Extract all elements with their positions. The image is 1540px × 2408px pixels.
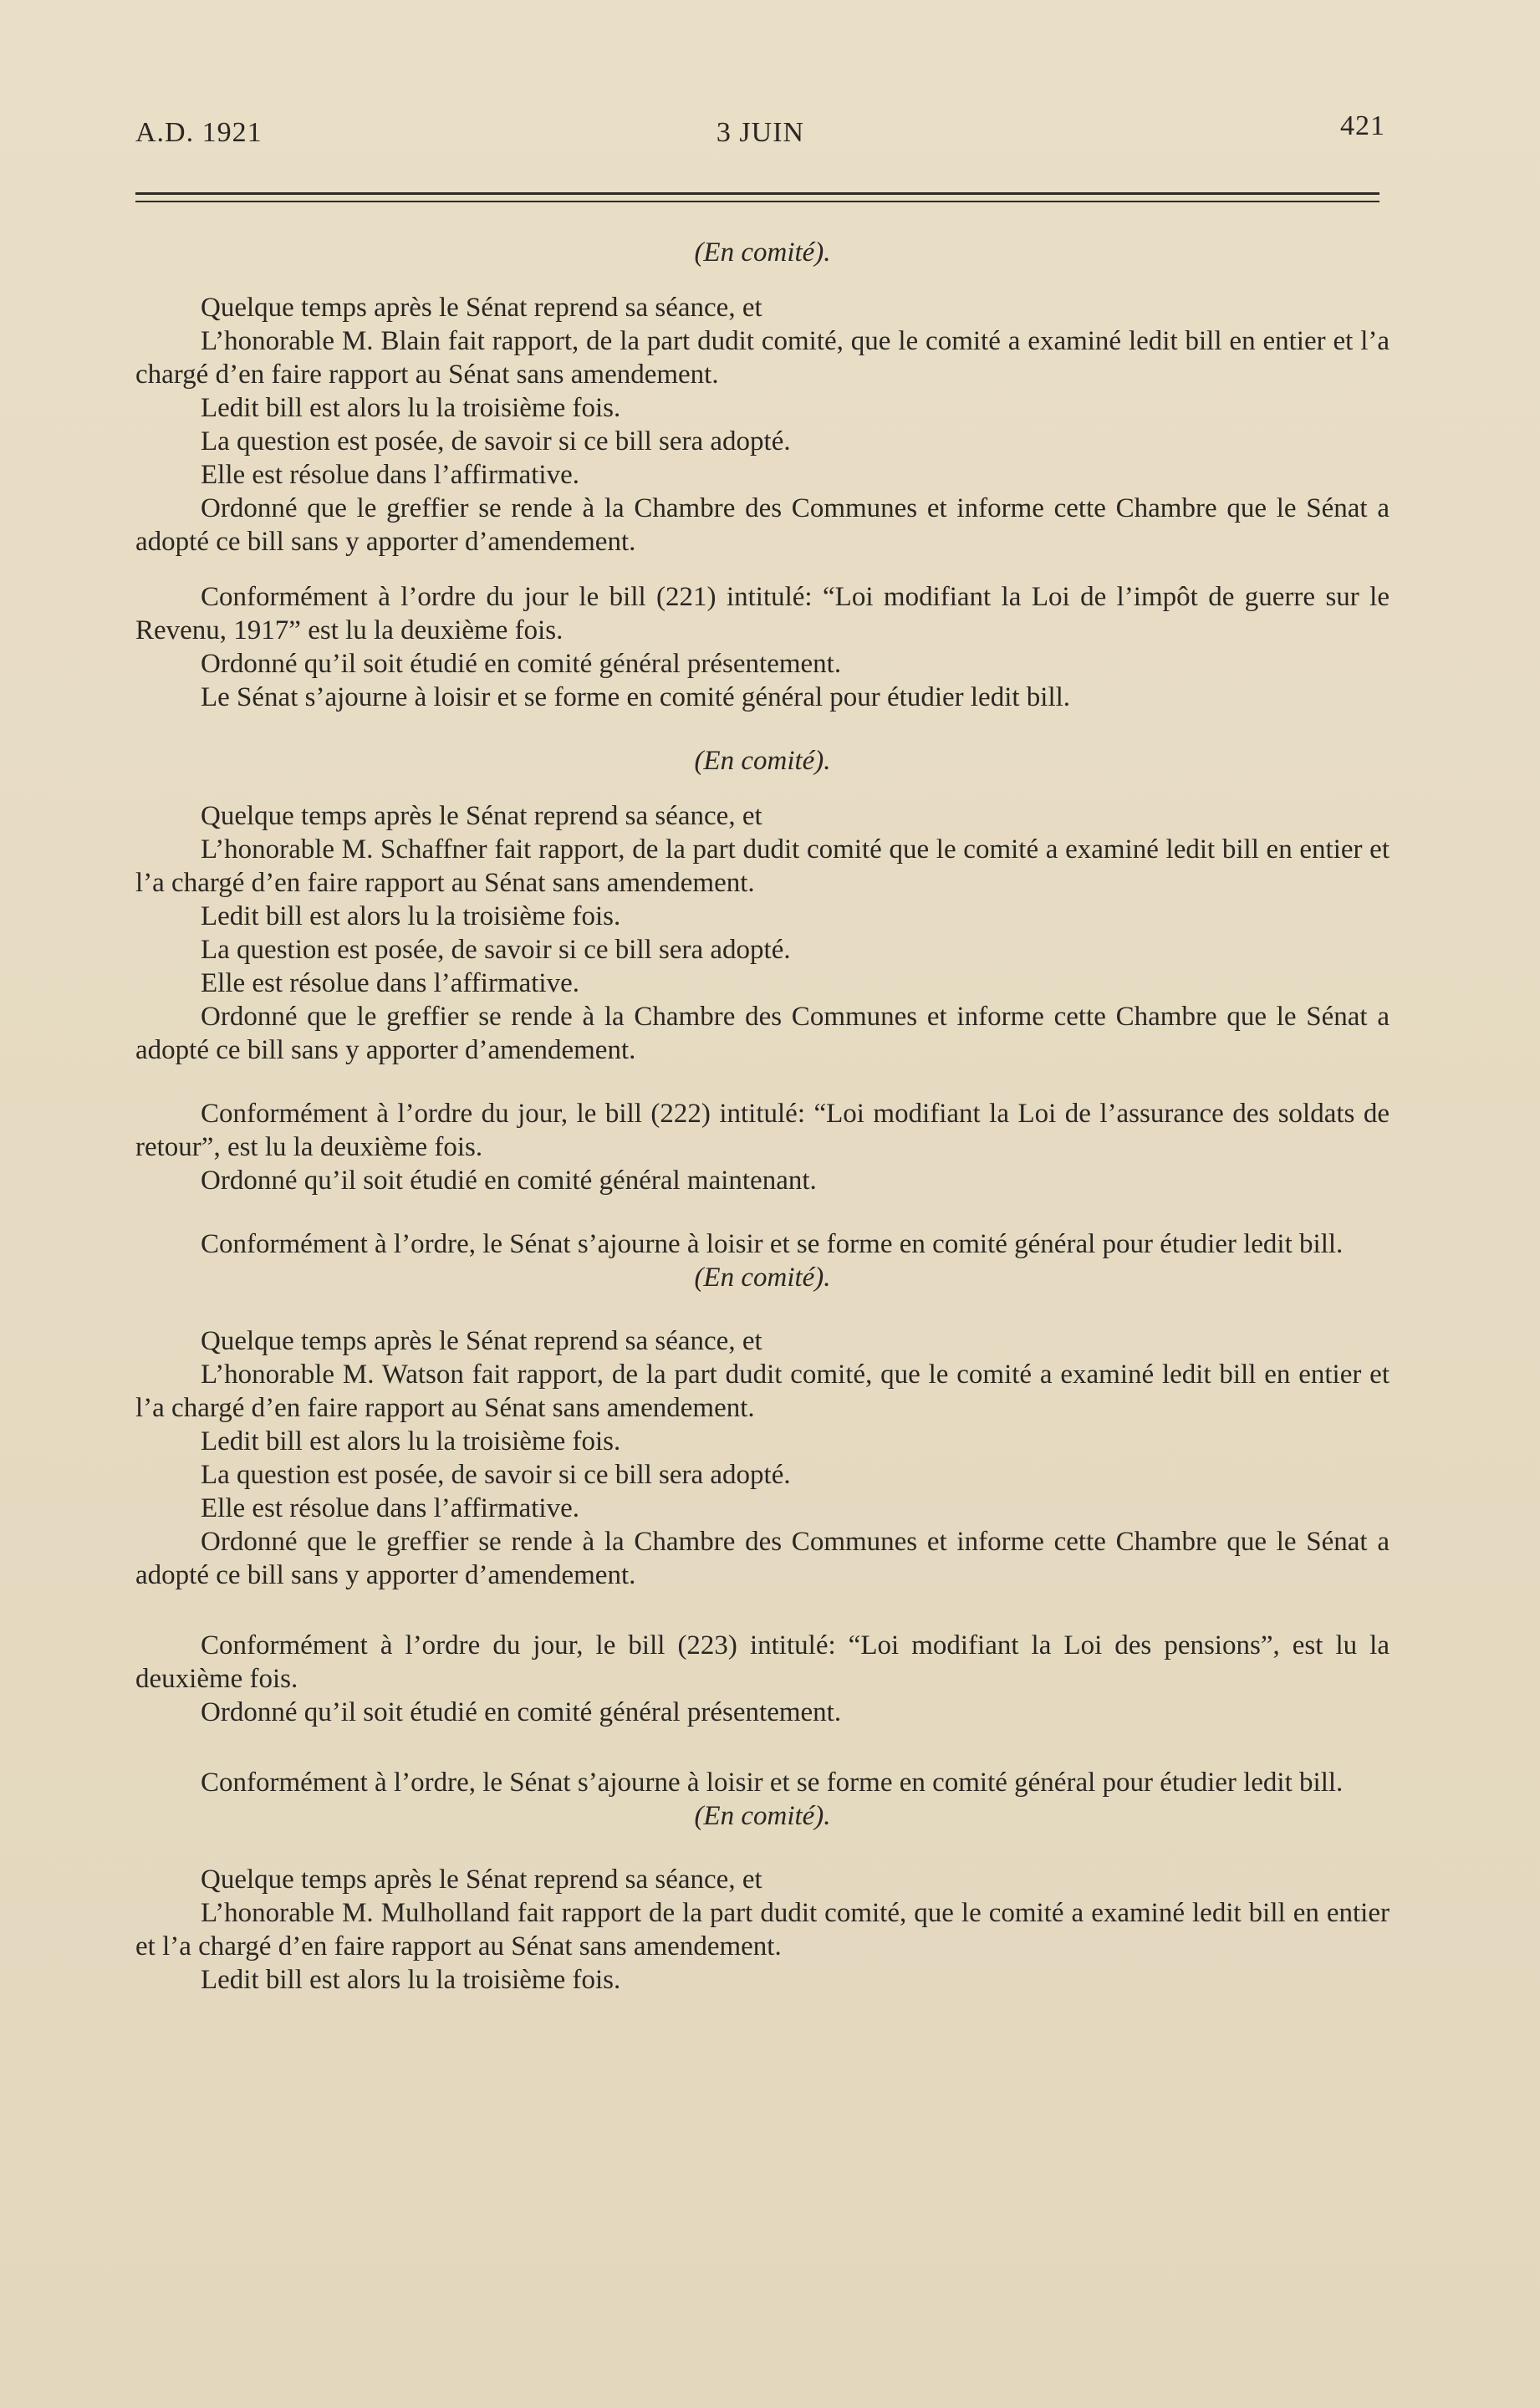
paragraph: L’honorable M. Blain fait rapport, de la part dudit comité, que le comité a examiné ledit bill en entier et l’a chargé d’en faire rapport au Sénat sans amendement. [135,326,1390,390]
paragraph: La question est posée, de savoir si ce bill sera adopté. [201,1460,791,1490]
page-header [135,110,1385,167]
paragraph: Ordonné qu’il soit étudié en comité général maintenant. [201,1166,817,1196]
paragraph: Conformément à l’ordre, le Sénat s’ajourne à loisir et se forme en comité général pour étudier ledit bill. [201,1229,1344,1259]
paragraph: Ledit bill est alors lu la troisième fois. [201,1965,621,1995]
section-heading: (En comité). [694,746,831,776]
paragraph: Elle est résolue dans l’affirmative. [201,968,579,998]
paragraph: Elle est résolue dans l’affirmative. [201,460,579,490]
paragraph: Quelque temps après le Sénat reprend sa séance, et [201,1326,762,1356]
section-heading: (En comité). [694,1263,831,1293]
paragraph: Conformément à l’ordre du jour le bill (221) intitulé: “Loi modifiant la Loi de l’impôt de guerre sur le Revenu, 1917” est lu la deuxième fois. [135,582,1390,645]
header-rule-top [135,192,1379,195]
paragraph: L’honorable M. Watson fait rapport, de la part dudit comité, que le comité a examiné ledit bill en entier et l’a chargé d’en faire rapport au Sénat sans amendement. [135,1360,1390,1423]
page-body [135,236,1390,1997]
paragraph: Ordonné que le greffier se rende à la Chambre des Communes et informe cette Chambre que le Sénat a adopté ce bill sans y apporter d’amendement. [135,493,1390,557]
paragraph: Ordonné que le greffier se rende à la Chambre des Communes et informe cette Chambre que le Sénat a adopté ce bill sans y apporter d’amendement. [135,1002,1390,1065]
paragraph: Ledit bill est alors lu la troisième fois. [201,901,621,931]
paragraph: Ordonné qu’il soit étudié en comité général présentement. [201,1697,842,1727]
paragraph: L’honorable M. Schaffner fait rapport, de la part dudit comité que le comité a examiné ledit bill en entier et l’a chargé d’en faire rapport au Sénat sans amendement. [135,834,1390,898]
paragraph: Elle est résolue dans l’affirmative. [201,1493,579,1523]
header-year: A.D. 1921 [135,117,263,148]
paragraph: La question est posée, de savoir si ce bill sera adopté. [201,426,791,457]
paragraph: La question est posée, de savoir si ce bill sera adopté. [201,935,791,965]
header-date: 3 JUIN [716,117,805,148]
paragraph: Conformément à l’ordre du jour, le bill (223) intitulé: “Loi modifiant la Loi des pensions”, est lu la deuxième fois. [135,1630,1390,1694]
paragraph: Quelque temps après le Sénat reprend sa séance, et [201,1865,762,1895]
header-rule-bottom [135,201,1379,202]
paragraph: Conformément à l’ordre, le Sénat s’ajourne à loisir et se forme en comité général pour étudier ledit bill. [201,1768,1344,1798]
paragraph: Ledit bill est alors lu la troisième fois. [201,1426,621,1457]
paragraph: Ordonné que le greffier se rende à la Chambre des Communes et informe cette Chambre que le Sénat a adopté ce bill sans y apporter d’amendement. [135,1527,1390,1590]
paragraph: L’honorable M. Mulholland fait rapport de la part dudit comité, que le comité a examiné ledit bill en entier et l’a chargé d’en faire rapport au Sénat sans amendement. [135,1898,1390,1962]
section-heading: (En comité). [694,237,831,268]
paragraph: Conformément à l’ordre du jour, le bill (222) intitulé: “Loi modifiant la Loi de l’assurance des soldats de retour”, est lu la deuxième fois. [135,1099,1390,1162]
paragraph: Ordonné qu’il soit étudié en comité général présentement. [201,649,842,679]
page-number: 421 [1340,110,1385,141]
paragraph: Ledit bill est alors lu la troisième fois. [201,393,621,423]
paragraph: Le Sénat s’ajourne à loisir et se forme en comité général pour étudier ledit bill. [201,682,1071,712]
section-heading: (En comité). [694,1801,831,1831]
paragraph: Quelque temps après le Sénat reprend sa séance, et [201,293,762,323]
paragraph: Quelque temps après le Sénat reprend sa séance, et [201,801,762,831]
